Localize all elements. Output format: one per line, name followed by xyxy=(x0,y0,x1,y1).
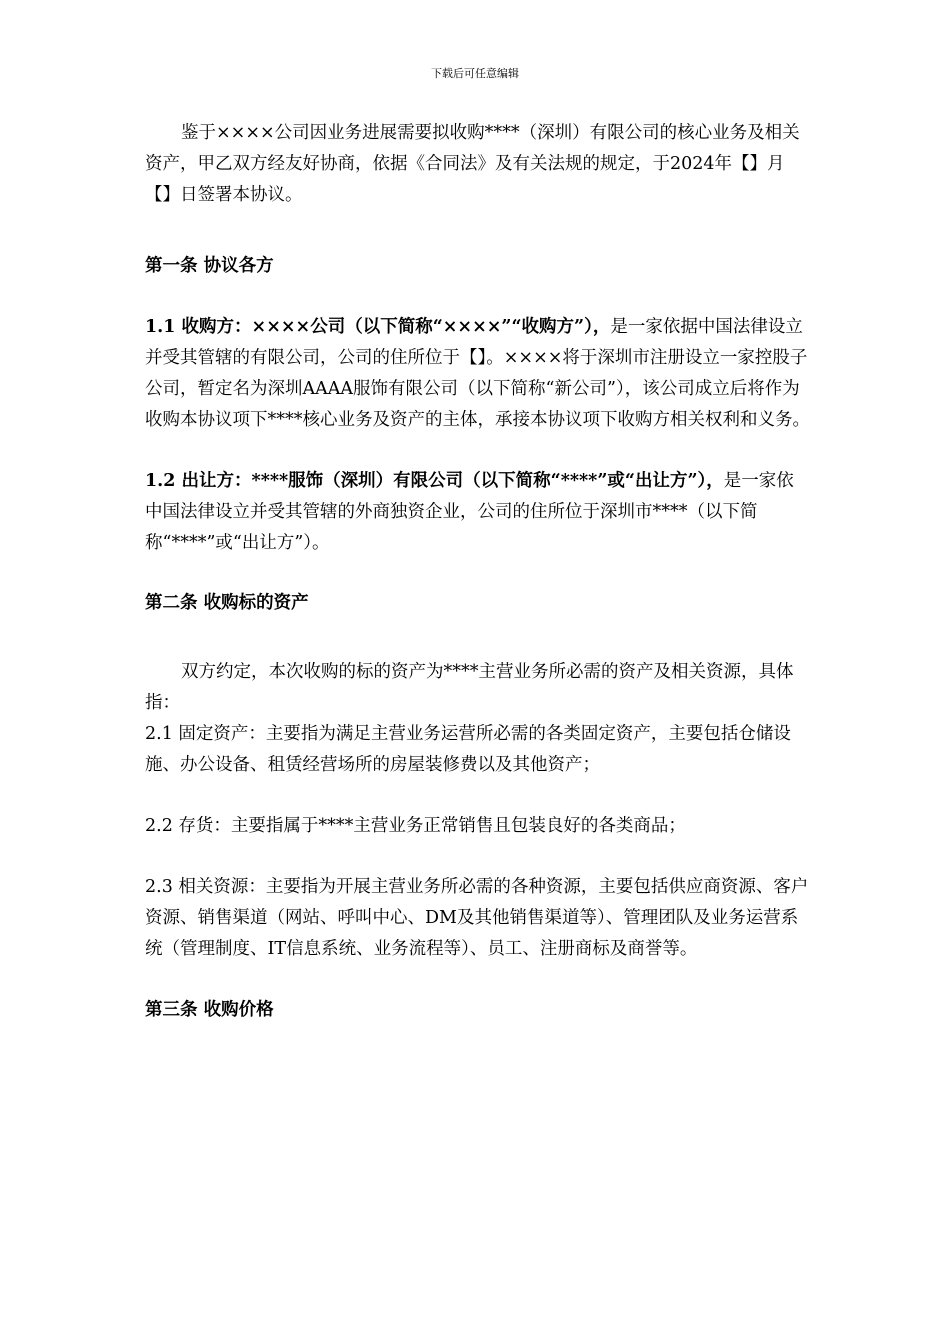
article2-heading: 第二条 收购标的资产 xyxy=(145,593,309,613)
clause-1-2-text: 是一家依中国法律设立并受其管辖的外商独资企业，公司的住所位于深圳市****（以下简称“****”或“出让方”）。 xyxy=(145,471,794,553)
clause-2-2: 2.2 存货：主要指属于****主营业务正常销售且包装良好的各类商品； xyxy=(145,816,686,836)
spacer xyxy=(145,781,810,811)
clause-2-1: 2.1 固定资产：主要指为满足主营业务运营所必需的各类固定资产，主要包括仓储设施、办公设备、租赁经营场所的房屋装修费以及其他资产； xyxy=(145,724,791,775)
spacer xyxy=(145,559,810,588)
spacer xyxy=(145,436,810,466)
header-note: 下载后可任意编辑 xyxy=(431,67,519,80)
clause-2-3: 2.3 相关资源：主要指为开展主营业务所必需的各种资源，主要包括供应商资源、客户资源、销售渠道（网站、呼叫中心、DM及其他销售渠道等）、管理团队及业务运营系统（管理制度、IT信息系统、业务流程等）、员工、注册商标及商誉等。 xyxy=(145,877,809,959)
spacer xyxy=(145,619,810,657)
spacer xyxy=(145,211,810,251)
clause-1-1 xyxy=(145,312,810,436)
clause-1-1-text: 是一家依据中国法律设立并受其管辖的有限公司，公司的住所位于【】。××××将于深圳市注册设立一家控股子公司，暂定名为深圳AAAA服饰有限公司（以下简称“新公司”），该公司成立后将作为收购本协议项下****核心业务及资产的主体，承接本协议项下收购方相关权利和义务。 xyxy=(145,317,810,430)
spacer xyxy=(145,282,810,312)
spacer xyxy=(145,965,810,995)
clause-1-2-lead: 1.2 出让方：****服饰（深圳）有限公司（以下简称“****”或“出让方”）， xyxy=(145,471,724,491)
document-body xyxy=(145,118,810,1026)
clause-1-2 xyxy=(145,466,810,559)
article1-heading: 第一条 协议各方 xyxy=(145,256,274,276)
article3-heading: 第三条 收购价格 xyxy=(145,1000,274,1020)
article2-intro: 双方约定，本次收购的标的资产为****主营业务所必需的资产及相关资源，具体指： xyxy=(145,662,794,713)
intro-paragraph: 鉴于××××公司因业务进展需要拟收购****（深圳）有限公司的核心业务及相关资产，甲乙双方经友好协商，依据《合同法》及有关法规的规定，于2024年【】月【】日签署本协议。 xyxy=(145,123,800,205)
spacer xyxy=(145,842,810,872)
clause-1-1-lead: 1.1 收购方：××××公司（以下简称“××××”“收购方”）， xyxy=(145,317,611,337)
